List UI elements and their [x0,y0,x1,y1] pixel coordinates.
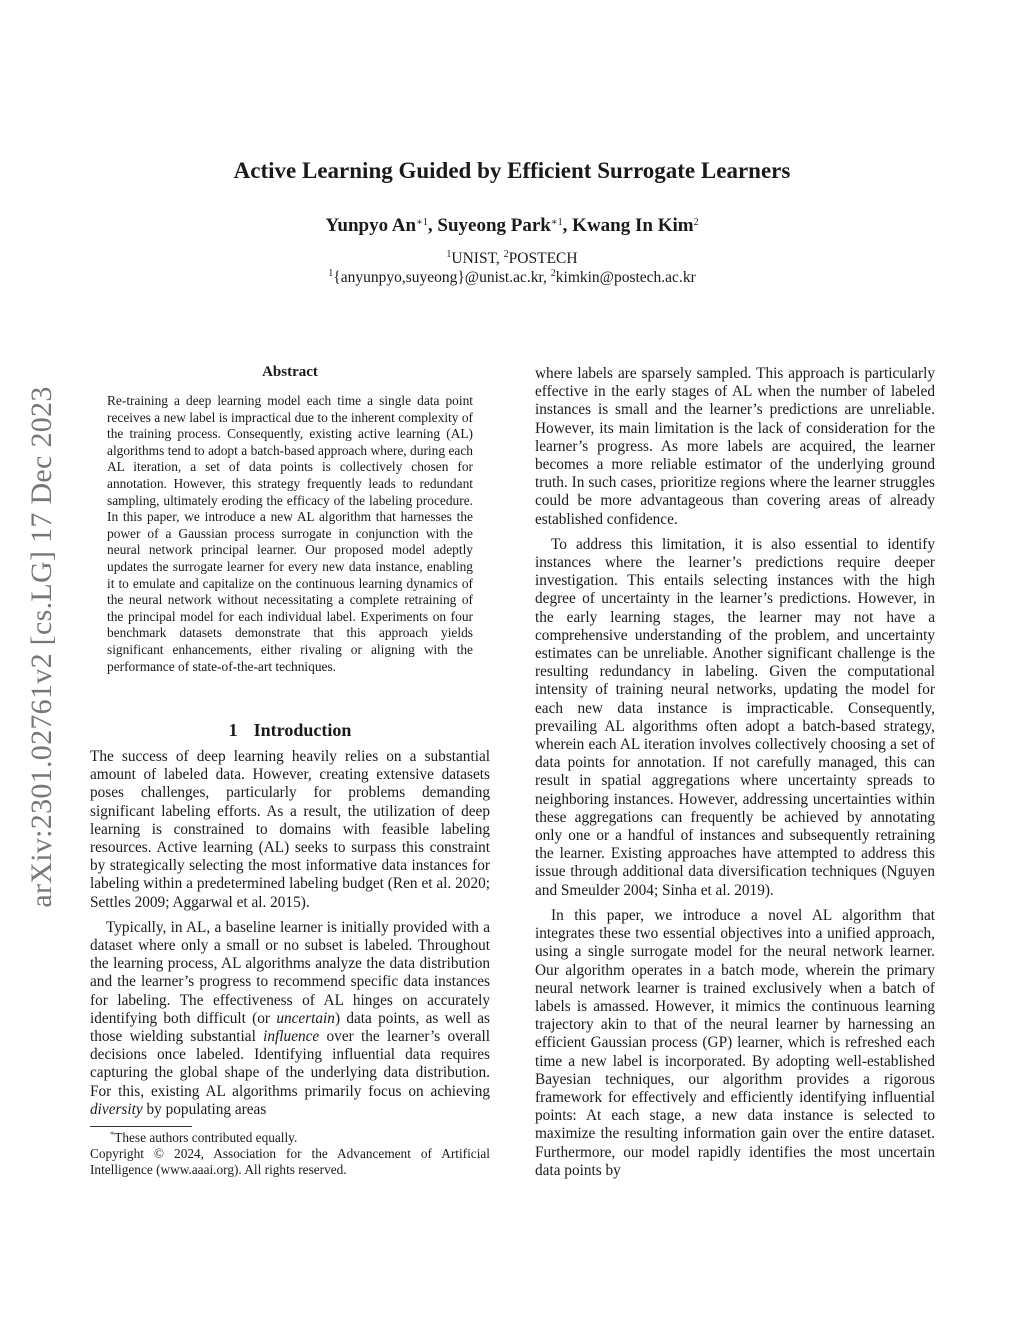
section-heading [90,720,490,741]
arxiv-sidebar [25,352,58,942]
intro-paragraph: To address this limitation, it is also essential to identify instances where the learner’s predictions require deeper investigation. This entails selecting instances with the high degree of uncertainty in the learner’s predictions. However, in the early learning stages, the learner may not have a comprehensive understanding of the problem, and uncertainty estimates can be unreliable. Another significant challenge is the resulting redundancy in labeling. Given the computational intensity of training neural networks, updating the model for each new data instance is impracticable. Consequently, prevailing AL algorithms often adopt a batch-based strategy, wherein each AL iteration involves collectively choosing a set of data points for annotation. If not carefully managed, this can result in spatial aggregations where uncertainty spreads to neighboring instances. However, addressing uncertainties within these aggregations can frequently be achieved by annotating only one or a handful of instances and subsequently retraining the learner. Existing approaches have attempted to address this issue through additional data diversification techniques (Nguyen and Smeulder 2004; Sinha et al. 2019). [535,535,935,899]
author-mark: ∗1 [416,217,428,228]
paragraph-text: ) data points, as well as those wielding substantial [90,1009,490,1046]
paragraph-text: by populating areas [142,1100,267,1118]
email-mark: 1 [328,268,334,279]
copyright-notice: Copyright © 2024, Association for the Advancement of Artificial Intelligence (www.aaai.org). All rights reserved. [90,1146,490,1178]
author-mark: 2 [693,217,699,228]
author-name: Suyeong Park [437,215,551,236]
email-text: kimkin@postech.ac.kr [555,269,696,286]
section-title: Introduction [253,720,352,740]
left-column [90,748,490,1119]
email-line [0,268,1024,287]
intro-paragraph: In this paper, we introduce a novel AL algorithm that integrates these two essential objectives into a unified approach, using a single surrogate model for the neural network learner. Our algorithm operates in a batch mode, wherein the primary neural network learner is trained exclusively when a batch of labels is amassed. However, it mimics the continuous learning trajectory akin to that of the neural learner by harnessing an efficient Gaussian process (GP) learner, which is refreshed each time a new label is incorporated. By adopting well-established Bayesian techniques, our algorithm provides a rigorous framework for effectively and efficiently identifying influential points: At each stage, a new data instance is selected to maximize the resulting information gain over the entire dataset. Furthermore, our model rapidly identifies the most uncertain data points by [535,906,935,1179]
affiliations [0,249,1024,287]
emphasis-text: diversity [90,1100,143,1118]
author-separator: , [562,215,573,236]
author-name: Kwang In Kim [572,215,694,236]
footnote-mark: * [110,1129,115,1139]
affiliation-text: POSTECH [508,250,578,267]
paragraph-text: over the learner’s overall decisions once labeled. Identifying influential data requires capturing the global shape of the underlying data distribution. For this, existing AL algorithms primarily focus on achieving [90,1028,490,1100]
abstract-heading: Abstract [262,364,318,380]
emphasis-text: influence [263,1028,320,1046]
intro-paragraph [90,919,490,1119]
author-separator: , [427,215,438,236]
footnote-block [90,1130,490,1179]
intro-paragraph: where labels are sparsely sampled. This approach is particularly effective in the early stages of AL when the number of labeled instances is small and the learner’s predictions are unreliable. However, its main limitation is the lack of consideration for the learner’s progress. As more labels are acquired, the learner becomes a more reliable estimator of the underlying ground truth. In such cases, prioritize regions where the learner struggles could be more advantageous than covering areas of already established confidence. [535,365,935,528]
affiliation-text: UNIST, [451,250,504,267]
footnote-rule [90,1126,192,1127]
right-column [535,365,935,1180]
section-number: 1 [228,720,238,740]
arxiv-identifier: arXiv:2301.02761v2 [cs.LG] 17 Dec 2023 [25,386,58,908]
affiliation-mark: 1 [446,249,452,260]
abstract-text: Re-training a deep learning model each time a single data point receives a new label is impractical due to the inherent complexity of the training process. Consequently, existing active learning (AL) algorithms tend to adopt a batch-based approach where, during each AL iteration, a set of data points is collectively chosen for annotation. However, this strategy frequently leads to redundant sampling, ultimately eroding the efficacy of the labeling procedure. In this paper, we introduce a new AL algorithm that harnesses the power of a Gaussian process surrogate in conjunction with the neural network principal learner. Our proposed model adeptly updates the surrogate learner for every new data instance, enabling it to emulate and capitalize on the continuous learning dynamics of the neural network without necessitating a complete retraining of the principal model for each individual label. Experiments on four benchmark datasets demonstrate that this approach yields significant enhancements, either rivaling or aligning with the performance of state-of-the-art techniques. [107,393,473,674]
email-mark: 2 [550,268,556,279]
footnote-text: These authors contributed equally. [114,1130,298,1145]
author-name: Yunpyo An [325,215,417,236]
paper-title: Active Learning Guided by Efficient Surrogate Learners [233,158,791,183]
affiliation-mark: 2 [503,249,509,260]
author-line [0,215,1024,237]
paragraph-text: Typically, in AL, a baseline learner is initially provided with a dataset where only a small or no subset is labeled. Throughout the learning process, AL algorithms analyze the data distribution and the learner’s progress to recommend specific data instances for labeling. The effectiveness of AL hinges on accurately identifying both difficult (or [90,918,490,1027]
intro-paragraph: The success of deep learning heavily relies on a substantial amount of labeled data. However, creating extensive datasets poses challenges, particularly for problems demanding significant labeling efforts. As a result, the utilization of deep learning is constrained to domains with feasible labeling resources. Active learning (AL) seeks to surpass this constraint by strategically selecting the most informative data instances for labeling within a predetermined labeling budget (Ren et al. 2020; Settles 2009; Aggarwal et al. 2015). [90,748,490,911]
footnote-equal-contribution [90,1130,490,1146]
affiliation-line [0,249,1024,268]
author-mark: ∗1 [550,217,563,228]
email-text: {anyunpyo,suyeong}@unist.ac.kr, [333,269,551,286]
emphasis-text: uncertain [276,1009,335,1027]
